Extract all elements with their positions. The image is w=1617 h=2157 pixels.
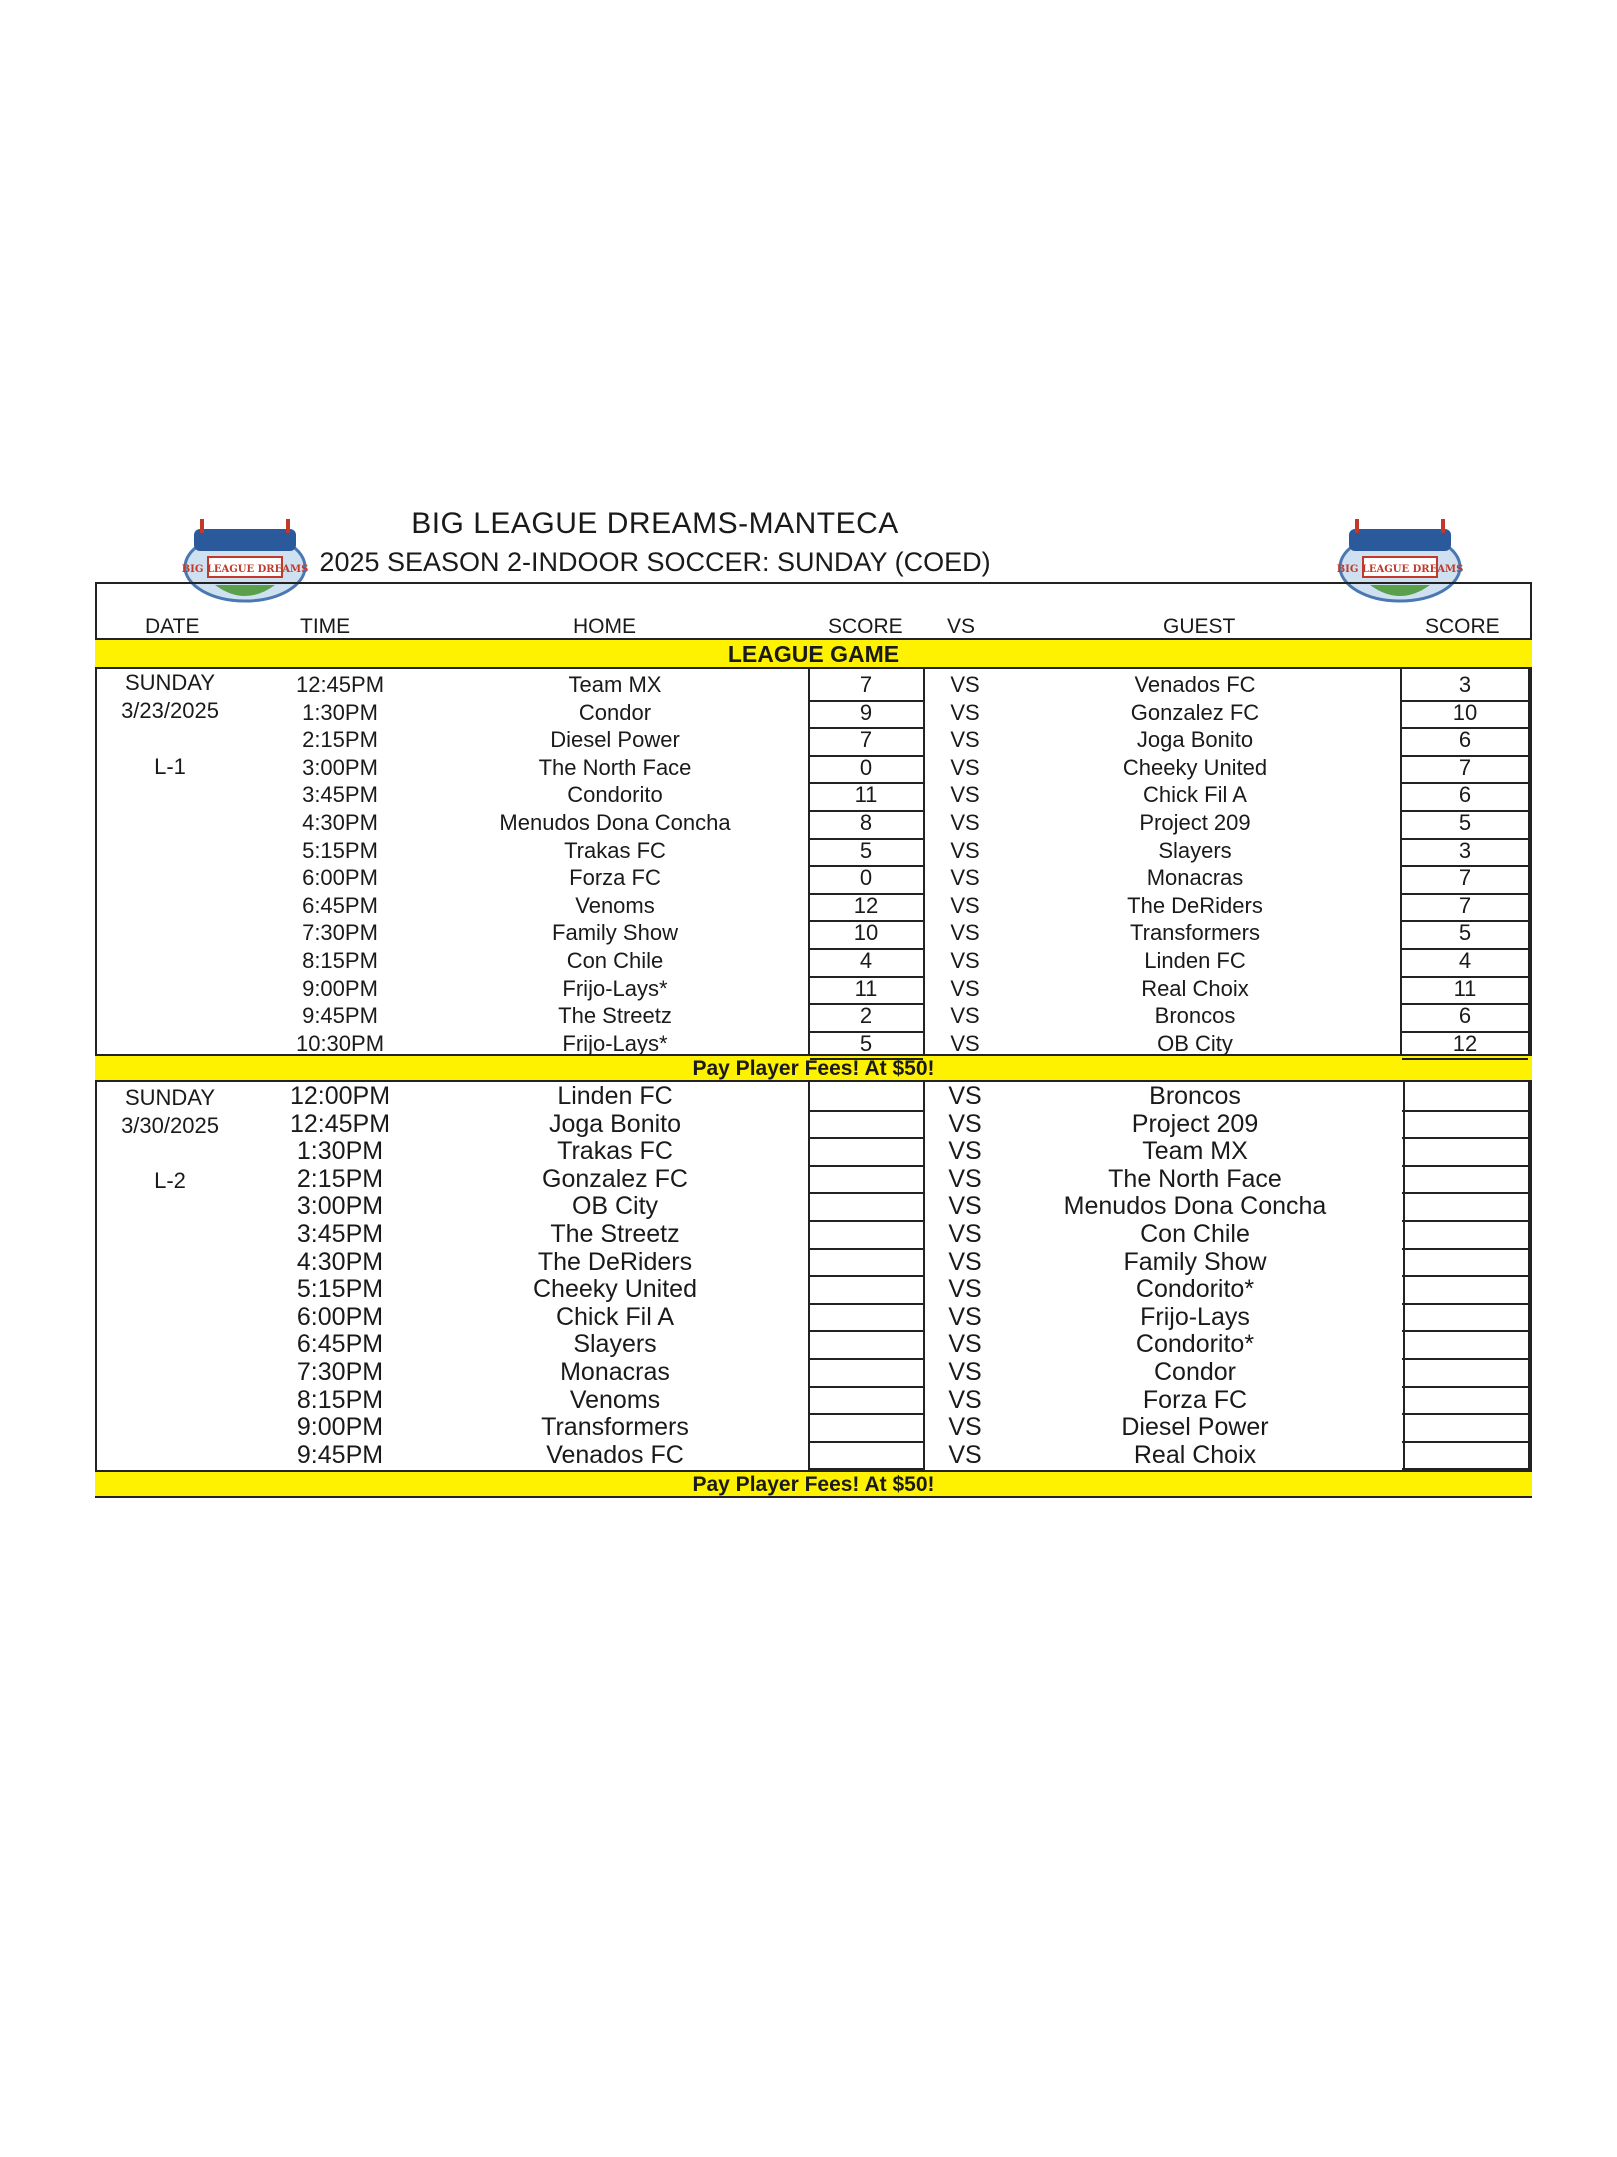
game-time: 12:45PM [289,1109,391,1138]
score-entry-box [1402,1252,1528,1278]
home-team: Trakas FC [564,837,666,863]
guest-score: 7 [1458,892,1472,918]
score-entry-box [810,1390,923,1416]
svg-text:BIG LEAGUE DREAMS: BIG LEAGUE DREAMS [1336,564,1464,575]
page-title: BIG LEAGUE DREAMS-MANTECA [411,507,899,540]
vs-label: VS [948,1137,982,1166]
vs-label: VS [950,920,980,946]
vs-label: VS [948,1275,982,1304]
vs-label: VS [950,754,980,780]
game-time: 12:00PM [289,1082,391,1110]
guest-score: 6 [1458,727,1472,753]
guest-team: Broncos [1149,1082,1241,1110]
vs-label: VS [948,1082,982,1110]
col-time: TIME [300,615,351,638]
score-entry-box [1402,1334,1528,1360]
game-time: 3:45PM [302,782,378,808]
week2-league: L-2 [154,1168,186,1193]
score-box [810,897,923,923]
vs-label: VS [948,1358,982,1386]
game-time: 5:15PM [296,1275,384,1304]
vs-label: VS [948,1247,982,1276]
home-team: Gonzalez FC [542,1164,688,1193]
week2-day: SUNDAY [124,1085,216,1110]
guest-score: 3 [1458,672,1472,697]
score-entry-box [810,1141,923,1167]
score-box [810,814,923,840]
score-box [1402,759,1528,785]
home-score: 10 [853,920,879,946]
guest-team: Frijo-Lays [1140,1302,1250,1331]
home-score: 0 [859,754,873,780]
home-team: Con Chile [566,948,664,973]
home-score: 0 [859,865,873,891]
game-time: 6:45PM [296,1330,384,1359]
guest-team: Cheeky United [1122,754,1268,780]
guest-score: 4 [1458,948,1472,973]
col-home-score: SCORE [828,615,903,638]
home-score: 7 [859,672,873,697]
guest-team: Condorito* [1135,1330,1255,1359]
guest-team: Condor [1154,1358,1236,1386]
game-time: 7:30PM [302,920,378,946]
vs-label: VS [948,1220,982,1248]
score-box [1402,814,1528,840]
vs-label: VS [948,1330,982,1359]
score-box [1402,842,1528,868]
home-team: Slayers [573,1330,657,1359]
vs-label: VS [948,1302,982,1331]
score-box [810,924,923,950]
home-team: Chick Fil A [555,1302,675,1331]
game-time: 1:30PM [302,699,378,725]
guest-team: Team MX [1142,1137,1248,1166]
col-guest-score: SCORE [1425,615,1500,638]
home-team: The Streetz [558,1003,672,1029]
guest-score-col-right-rule [1528,668,1530,1055]
score-box [810,704,923,730]
score-box [810,786,923,812]
guest-team: Menudos Dona Concha [1063,1192,1327,1221]
score-box [810,842,923,868]
home-score: 4 [859,948,873,973]
game-time: 6:00PM [302,865,378,891]
guest-score: 3 [1458,837,1472,863]
score-entry-box [810,1086,923,1112]
home-team: Forza FC [569,865,661,891]
game-time: 8:15PM [296,1385,384,1414]
week1-league: L-1 [154,754,186,779]
score-box [810,869,923,895]
guest-score-col-right-rule [1528,1082,1530,1472]
score-entry-box [810,1169,923,1195]
home-team: Frijo-Lays* [562,975,668,1001]
home-team: Linden FC [557,1082,673,1110]
pay-fees-banner: Pay Player Fees! At $50! [95,1470,1532,1498]
guest-team: The DeRiders [1127,892,1263,918]
guest-team: Con Chile [1140,1220,1250,1248]
score-col-right-rule [923,668,925,1055]
home-team: The DeRiders [537,1247,693,1276]
week2-date: 3/30/2025 [121,1113,219,1138]
guest-score: 5 [1458,810,1472,835]
home-team: Condorito [567,782,663,808]
vs-label: VS [950,727,980,753]
home-team: The Streetz [550,1220,680,1248]
game-time: 8:15PM [302,948,378,973]
guest-team: Gonzalez FC [1130,699,1260,725]
guest-team: Project 209 [1139,810,1251,835]
game-time: 3:45PM [296,1220,384,1248]
score-entry-box [810,1362,923,1388]
game-time: 2:15PM [296,1164,384,1193]
game-time: 1:30PM [296,1137,384,1166]
vs-label: VS [950,699,980,725]
vs-label: VS [948,1385,982,1414]
col-vs: VS [947,615,976,638]
guest-team: Venados FC [1134,672,1256,697]
score-box [1402,869,1528,895]
game-time: 4:30PM [302,810,378,835]
score-box [1402,980,1528,1006]
score-box [810,1035,923,1061]
guest-team: Broncos [1154,1003,1236,1029]
vs-label: VS [948,1192,982,1221]
game-time: 6:45PM [302,892,378,918]
game-time: 9:00PM [296,1413,384,1442]
home-team: Team MX [568,672,662,697]
vs-label: VS [950,1030,980,1056]
score-box [810,952,923,978]
pay-fees-banner: Pay Player Fees! At $50! [95,1054,1532,1082]
score-entry-box [1402,1114,1528,1140]
home-score: 11 [854,975,878,1001]
game-time: 5:15PM [302,837,378,863]
home-team: Venados FC [546,1440,684,1469]
score-entry-box [1402,1307,1528,1333]
score-entry-box [810,1334,923,1360]
vs-label: VS [950,837,980,863]
score-entry-box [810,1196,923,1222]
vs-label: VS [948,1109,982,1138]
game-time: 12:45PM [295,672,385,697]
score-col-right-rule [923,1082,925,1472]
score-entry-box [1402,1086,1528,1112]
guest-team: Family Show [1123,1247,1267,1276]
game-time: 7:30PM [296,1358,384,1386]
score-entry-box [810,1307,923,1333]
score-entry-box [810,1279,923,1305]
col-home: HOME [573,615,636,638]
home-score: 12 [853,892,879,918]
guest-team: Slayers [1158,837,1232,863]
home-score: 9 [859,699,873,725]
home-team: Diesel Power [550,727,680,753]
vs-label: VS [950,975,980,1001]
home-team: Joga Bonito [548,1109,682,1138]
guest-team: Real Choix [1141,975,1249,1001]
guest-team: OB City [1157,1030,1233,1056]
vs-label: VS [950,892,980,918]
score-box [1402,1035,1528,1061]
home-team: Family Show [552,920,678,946]
guest-team: Linden FC [1144,948,1246,973]
vs-label: VS [950,1003,980,1029]
guest-team: The North Face [1108,1164,1282,1193]
game-time: 10:30PM [295,1030,385,1056]
score-entry-box [810,1417,923,1443]
score-box [1402,1007,1528,1033]
guest-team: Chick Fil A [1143,782,1247,808]
score-box [1402,897,1528,923]
guest-team: Condorito* [1135,1275,1255,1304]
score-box [1402,704,1528,730]
home-team: Monacras [560,1358,670,1386]
home-team: Frijo-Lays* [562,1030,668,1056]
guest-score: 7 [1458,754,1472,780]
col-guest: GUEST [1163,615,1236,638]
home-team: Menudos Dona Concha [499,810,731,835]
score-box [1402,952,1528,978]
game-time: 3:00PM [296,1192,384,1221]
score-entry-box [1402,1141,1528,1167]
score-entry-box [810,1114,923,1140]
game-time: 6:00PM [296,1302,384,1331]
guest-score: 7 [1458,865,1472,891]
score-entry-box [1402,1169,1528,1195]
guest-team: Joga Bonito [1136,727,1254,753]
guest-score: 12 [1452,1030,1478,1056]
score-entry-box [1402,1417,1528,1443]
game-time: 9:45PM [296,1440,384,1469]
home-score: 5 [859,837,873,863]
guest-team: Diesel Power [1121,1413,1269,1442]
guest-team: Transformers [1130,920,1260,946]
vs-label: VS [950,810,980,835]
score-entry-box [1402,1196,1528,1222]
score-box [810,676,923,702]
score-box [810,980,923,1006]
score-box [1402,731,1528,757]
vs-label: VS [948,1413,982,1442]
home-team: Condor [578,699,652,725]
guest-score: 10 [1452,699,1478,725]
score-box [810,1007,923,1033]
game-time: 2:15PM [302,727,378,753]
league-game-banner: LEAGUE GAME [95,638,1532,669]
home-score: 8 [859,810,873,835]
score-box [1402,924,1528,950]
home-score: 11 [854,782,878,808]
game-time: 3:00PM [302,754,378,780]
vs-label: VS [950,865,980,891]
home-team: The North Face [538,754,692,780]
guest-team: Monacras [1146,865,1244,891]
score-box [810,731,923,757]
score-box [810,759,923,785]
score-entry-box [1402,1224,1528,1250]
home-team: Cheeky United [533,1275,697,1304]
vs-label: VS [950,672,980,697]
week1-date: 3/23/2025 [121,698,219,723]
game-time: 9:00PM [302,975,378,1001]
score-entry-box [1402,1362,1528,1388]
score-entry-box [1402,1390,1528,1416]
week1-day: SUNDAY [124,670,216,695]
vs-label: VS [948,1164,982,1193]
guest-team: Project 209 [1131,1109,1259,1138]
score-box [1402,786,1528,812]
score-entry-box [1402,1445,1528,1471]
guest-team: Forza FC [1142,1385,1248,1414]
guest-team: Real Choix [1133,1440,1257,1469]
vs-label: VS [948,1440,982,1469]
score-entry-box [1402,1279,1528,1305]
game-time: 4:30PM [296,1247,384,1276]
home-team: Trakas FC [557,1137,673,1166]
home-team: Transformers [541,1413,689,1442]
vs-label: VS [950,948,980,973]
vs-label: VS [950,782,980,808]
svg-text:BIG LEAGUE DREAMS: BIG LEAGUE DREAMS [181,564,309,575]
score-entry-box [810,1445,923,1471]
home-score: 5 [859,1030,873,1056]
home-score: 2 [859,1003,873,1029]
home-team: Venoms [569,1385,661,1414]
page-subtitle: 2025 SEASON 2-INDOOR SOCCER: SUNDAY (COED) [319,547,991,577]
guest-score: 6 [1458,1003,1472,1029]
guest-score: 6 [1458,782,1472,808]
guest-score: 11 [1453,975,1477,1001]
col-date: DATE [145,615,200,638]
home-score: 7 [859,727,873,753]
score-box [1402,676,1528,702]
game-time: 9:45PM [302,1003,378,1029]
schedule-sheet [95,505,1535,1505]
score-entry-box [810,1224,923,1250]
home-team: Venoms [575,892,655,918]
score-entry-box [810,1252,923,1278]
guest-score: 5 [1458,920,1472,946]
home-team: OB City [571,1192,659,1221]
